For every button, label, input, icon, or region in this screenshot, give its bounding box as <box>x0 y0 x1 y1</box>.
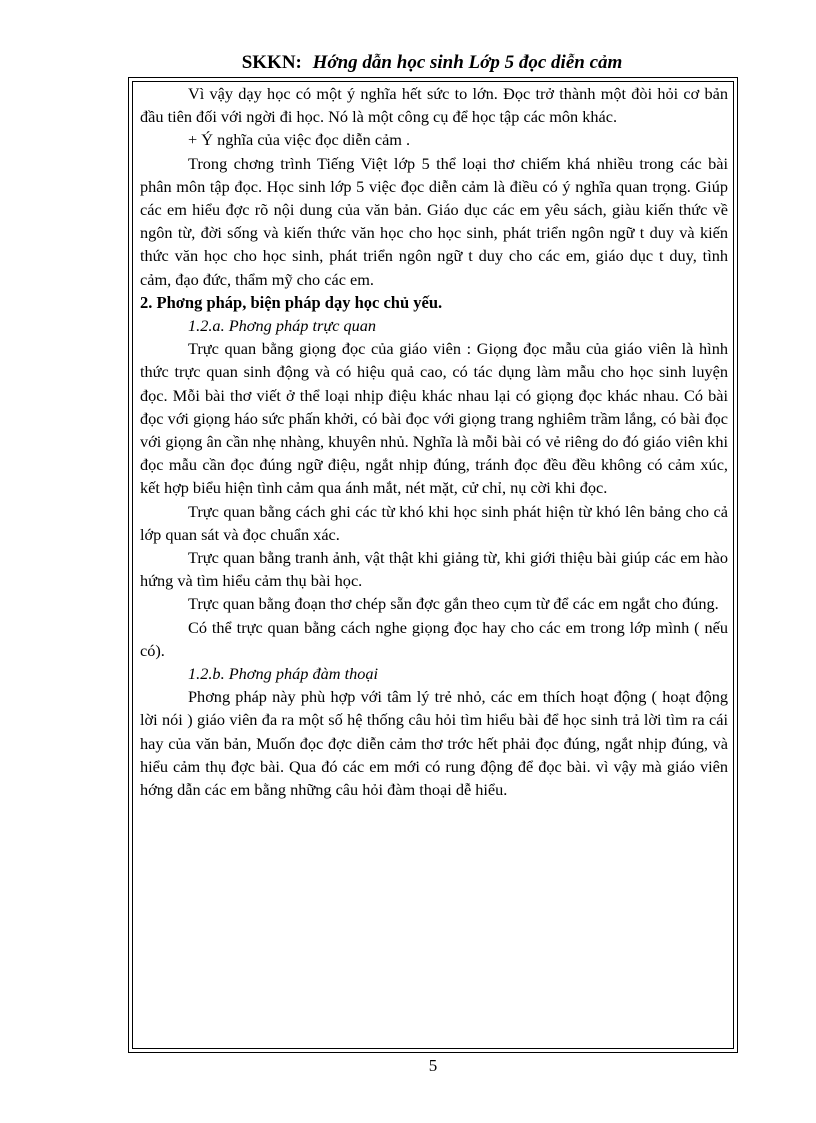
header-lead: SKKN: <box>241 52 302 73</box>
bullet-meaning-heading: + Ý nghĩa của việc đọc diễn cảm . <box>188 130 411 150</box>
document-body <box>140 82 728 801</box>
paragraph-teacher-voice: Trực quan bằng giọng đọc của giáo viên : Giọng đọc mẫu của giáo viên là hình thức trực quan sinh động và có hiệu quả cao, có tác dụng làm mẫu cho học sinh luyện đọc. Mỗi bài thơ viết ở thể loại nhịp điệu khác nhau lại có giọng đọc khác nhau. Có bài đọc với giọng háo sức phấn khởi, có bài đọc với giọng trang nghiêm trầm lắng, có bài đọc với giọng ân cần nhẹ nhàng, khuyên nhủ. Nghĩa là mỗi bài có vẻ riêng do đó giáo viên khi đọc mẫu cần đọc đúng ngữ điệu, ngắt nhịp đúng, tránh đọc đều đều không có cảm xúc, kết hợp biểu hiện tình cảm qua ánh mắt, nét mặt, cử chỉ, nụ cời khi đọc. <box>140 339 728 498</box>
paragraph-curriculum: Trong chơng trình Tiếng Việt lớp 5 thể loại thơ chiếm khá nhiều trong các bài phân môn tập đọc. Học sinh lớp 5 việc đọc diễn cảm là điều có ý nghĩa quan trọng. Giúp các em hiểu đợc rõ nội dung của văn bản. Giáo dục các em yêu sách, giàu kiến thức về ngôn từ, đời sống và kiến thức văn học cho học sinh, phát triển ngôn ngữ t duy và kiến thức văn học cho học sinh, phát triển ngôn ngữ t duy cho các em, giáo dục t duy, tình cảm, đạo đức, thẩm mỹ cho các em. <box>140 153 728 289</box>
paragraph-pictures: Trực quan bằng tranh ảnh, vật thật khi giảng từ, khi giới thiệu bài giúp các em hào hứng và tìm hiểu cảm thụ bài học. <box>140 548 728 591</box>
paragraph-importance: Vì vậy dạy học có một ý nghĩa hết sức to lớn. Đọc trở thành một đòi hỏi cơ bản đầu tiên đối với ngời đi học. Nó là một công cụ để học tập các môn khác. <box>140 84 728 127</box>
paragraph-dialogue: Phơng pháp này phù hợp với tâm lý trẻ nhỏ, các em thích hoạt động ( hoạt động lời nói ) giáo viên đa ra một số hệ thống câu hỏi tìm hiểu bài để học sinh trả lời tìm ra cái hay của văn bản, Muốn đọc đợc diễn cảm thơ trớc hết phải đọc đúng, ngắt nhịp đúng, và hiểu cảm thụ đợc bài. Qua đó các em mới có rung động để đọc bài. vì vậy mà giáo viên hớng dẫn các em bằng những câu hỏi đàm thoại dễ hiểu. <box>140 687 728 800</box>
section-heading-methods: 2. Phơng pháp, biện pháp dạy học chủ yếu. <box>140 292 443 312</box>
subheading-visual-method: 1.2.a. Phơng pháp trực quan <box>188 316 377 336</box>
paragraph-listening: Có thể trực quan bằng cách nghe giọng đọc hay cho các em trong lớp mình ( nếu có). <box>140 617 728 660</box>
paragraph-copied-verse: Trực quan bằng đoạn thơ chép sẵn đợc gắn theo cụm từ để các em ngắt cho đúng. <box>188 594 719 614</box>
page-number: 5 <box>428 1056 438 1075</box>
subheading-dialogue-method: 1.2.b. Phơng pháp đàm thoại <box>188 664 379 684</box>
paragraph-difficult-words: Trực quan bằng cách ghi các từ khó khi học sinh phát hiện từ khó lên bảng cho cả lớp quan sát và đọc chuẩn xác. <box>140 501 728 544</box>
header-title: Hớng dẫn học sinh Lớp 5 đọc diễn cảm <box>312 52 623 73</box>
page-header <box>130 52 734 74</box>
